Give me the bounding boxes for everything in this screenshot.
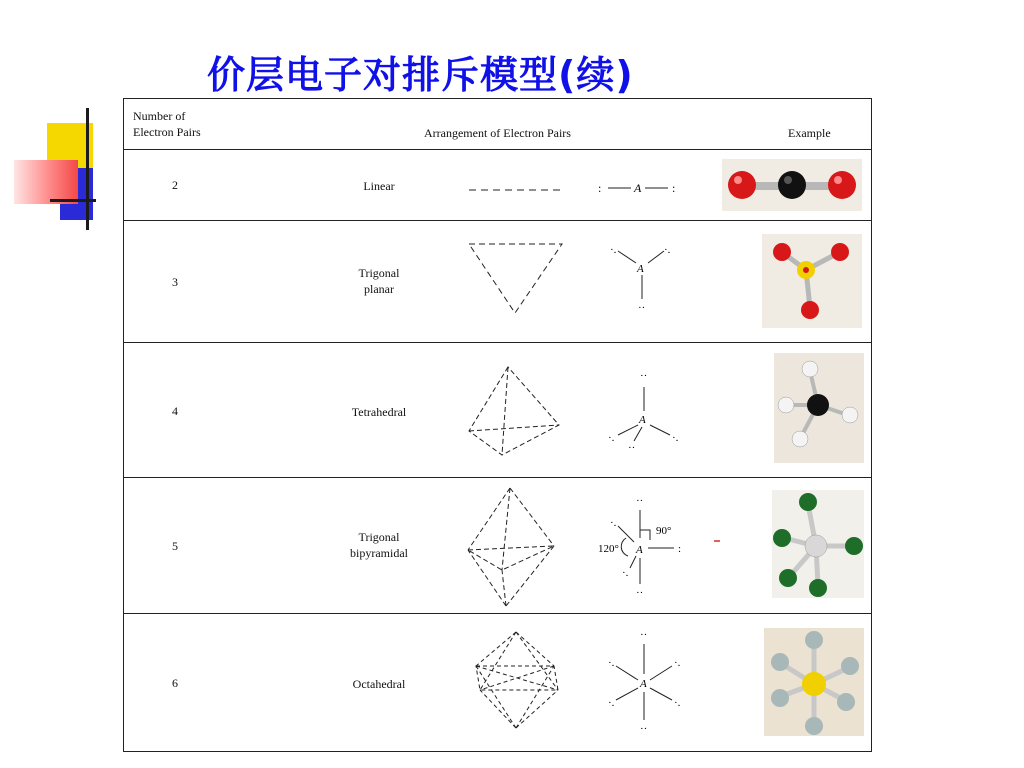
pair-count: 2 xyxy=(172,178,178,192)
trigonal-planar-arrangement-diagram xyxy=(464,239,574,319)
svg-text:A: A xyxy=(637,263,644,275)
svg-text:··: ·· xyxy=(640,371,648,382)
pair-count: 3 xyxy=(172,275,178,289)
svg-text:·.: ·. xyxy=(608,657,615,669)
vsepr-table xyxy=(123,98,872,752)
svg-text:90°: 90° xyxy=(656,525,672,537)
table-header xyxy=(124,99,871,149)
pair-count: 4 xyxy=(172,404,178,418)
svg-text:A: A xyxy=(634,181,642,195)
svg-text:·.: ·. xyxy=(610,244,617,256)
table-row-linear xyxy=(124,149,871,221)
header-number-of-pairs: Number of Electron Pairs xyxy=(133,109,201,139)
table-row-trigonal-bipyramidal xyxy=(124,477,871,614)
svg-text:·.: ·. xyxy=(610,517,617,529)
svg-text:··: ·· xyxy=(640,723,648,735)
svg-text:··: ·· xyxy=(636,496,644,507)
sf6-molecule-model-image xyxy=(764,628,864,736)
svg-text::: : xyxy=(598,181,602,195)
svg-text::: : xyxy=(672,181,676,195)
octahedral-arrangement-diagram xyxy=(470,628,580,738)
header-arrangement: Arrangement of Electron Pairs xyxy=(424,126,571,140)
octahedral-lewis-diagram xyxy=(604,630,694,738)
table-row-trigonal-planar xyxy=(124,220,871,343)
tetrahedral-lewis-diagram xyxy=(606,371,686,451)
decorative-red-gradient xyxy=(14,160,78,204)
svg-text:·.: ·. xyxy=(622,567,629,579)
pair-count: 5 xyxy=(172,539,178,553)
svg-text:··: ·· xyxy=(636,587,644,599)
so3-molecule-model-image xyxy=(762,234,862,328)
svg-text:120°: 120° xyxy=(598,543,619,555)
co2-molecule-model-image xyxy=(722,159,862,211)
svg-text:··: ·· xyxy=(640,630,648,641)
svg-text:·.: ·. xyxy=(608,697,615,709)
svg-text:··: ·· xyxy=(628,442,636,451)
pcl5-molecule-model-image xyxy=(772,490,864,598)
svg-text:A: A xyxy=(639,414,646,426)
tetrahedral-arrangement-diagram xyxy=(464,363,574,463)
svg-text:·.: ·. xyxy=(672,432,679,444)
trigonal-bipyramidal-arrangement-diagram xyxy=(464,484,574,610)
geometry-name: Octahedral xyxy=(352,677,406,691)
table-row-tetrahedral xyxy=(124,342,871,478)
svg-text:A: A xyxy=(640,678,647,690)
geometry-name: Trigonal planar xyxy=(358,266,400,296)
table-row-octahedral xyxy=(124,613,871,751)
linear-lewis-diagram xyxy=(594,172,684,208)
stray-mark xyxy=(712,536,724,546)
trigonal-bipyramidal-lewis-diagram xyxy=(594,496,694,606)
decorative-vertical-line xyxy=(86,108,89,230)
linear-arrangement-diagram xyxy=(464,170,574,210)
svg-text:·.: ·. xyxy=(608,432,615,444)
geometry-name: Tetrahedral xyxy=(351,405,407,419)
trigonal-planar-lewis-diagram xyxy=(602,241,682,321)
svg-text:··: ·· xyxy=(638,302,646,314)
svg-text:·.: ·. xyxy=(664,244,671,256)
svg-text::: : xyxy=(678,543,682,555)
svg-text:·.: ·. xyxy=(674,697,681,709)
header-example: Example xyxy=(788,126,831,140)
ch4-molecule-model-image xyxy=(774,353,864,463)
decorative-horizontal-line xyxy=(50,199,96,202)
geometry-name: Trigonal bipyramidal xyxy=(350,530,408,560)
svg-text:A: A xyxy=(636,544,643,556)
slide-title: 价层电子对排斥模型(续) xyxy=(207,53,634,97)
svg-text:·.: ·. xyxy=(674,657,681,669)
geometry-name: Linear xyxy=(363,179,395,193)
pair-count: 6 xyxy=(172,676,178,690)
